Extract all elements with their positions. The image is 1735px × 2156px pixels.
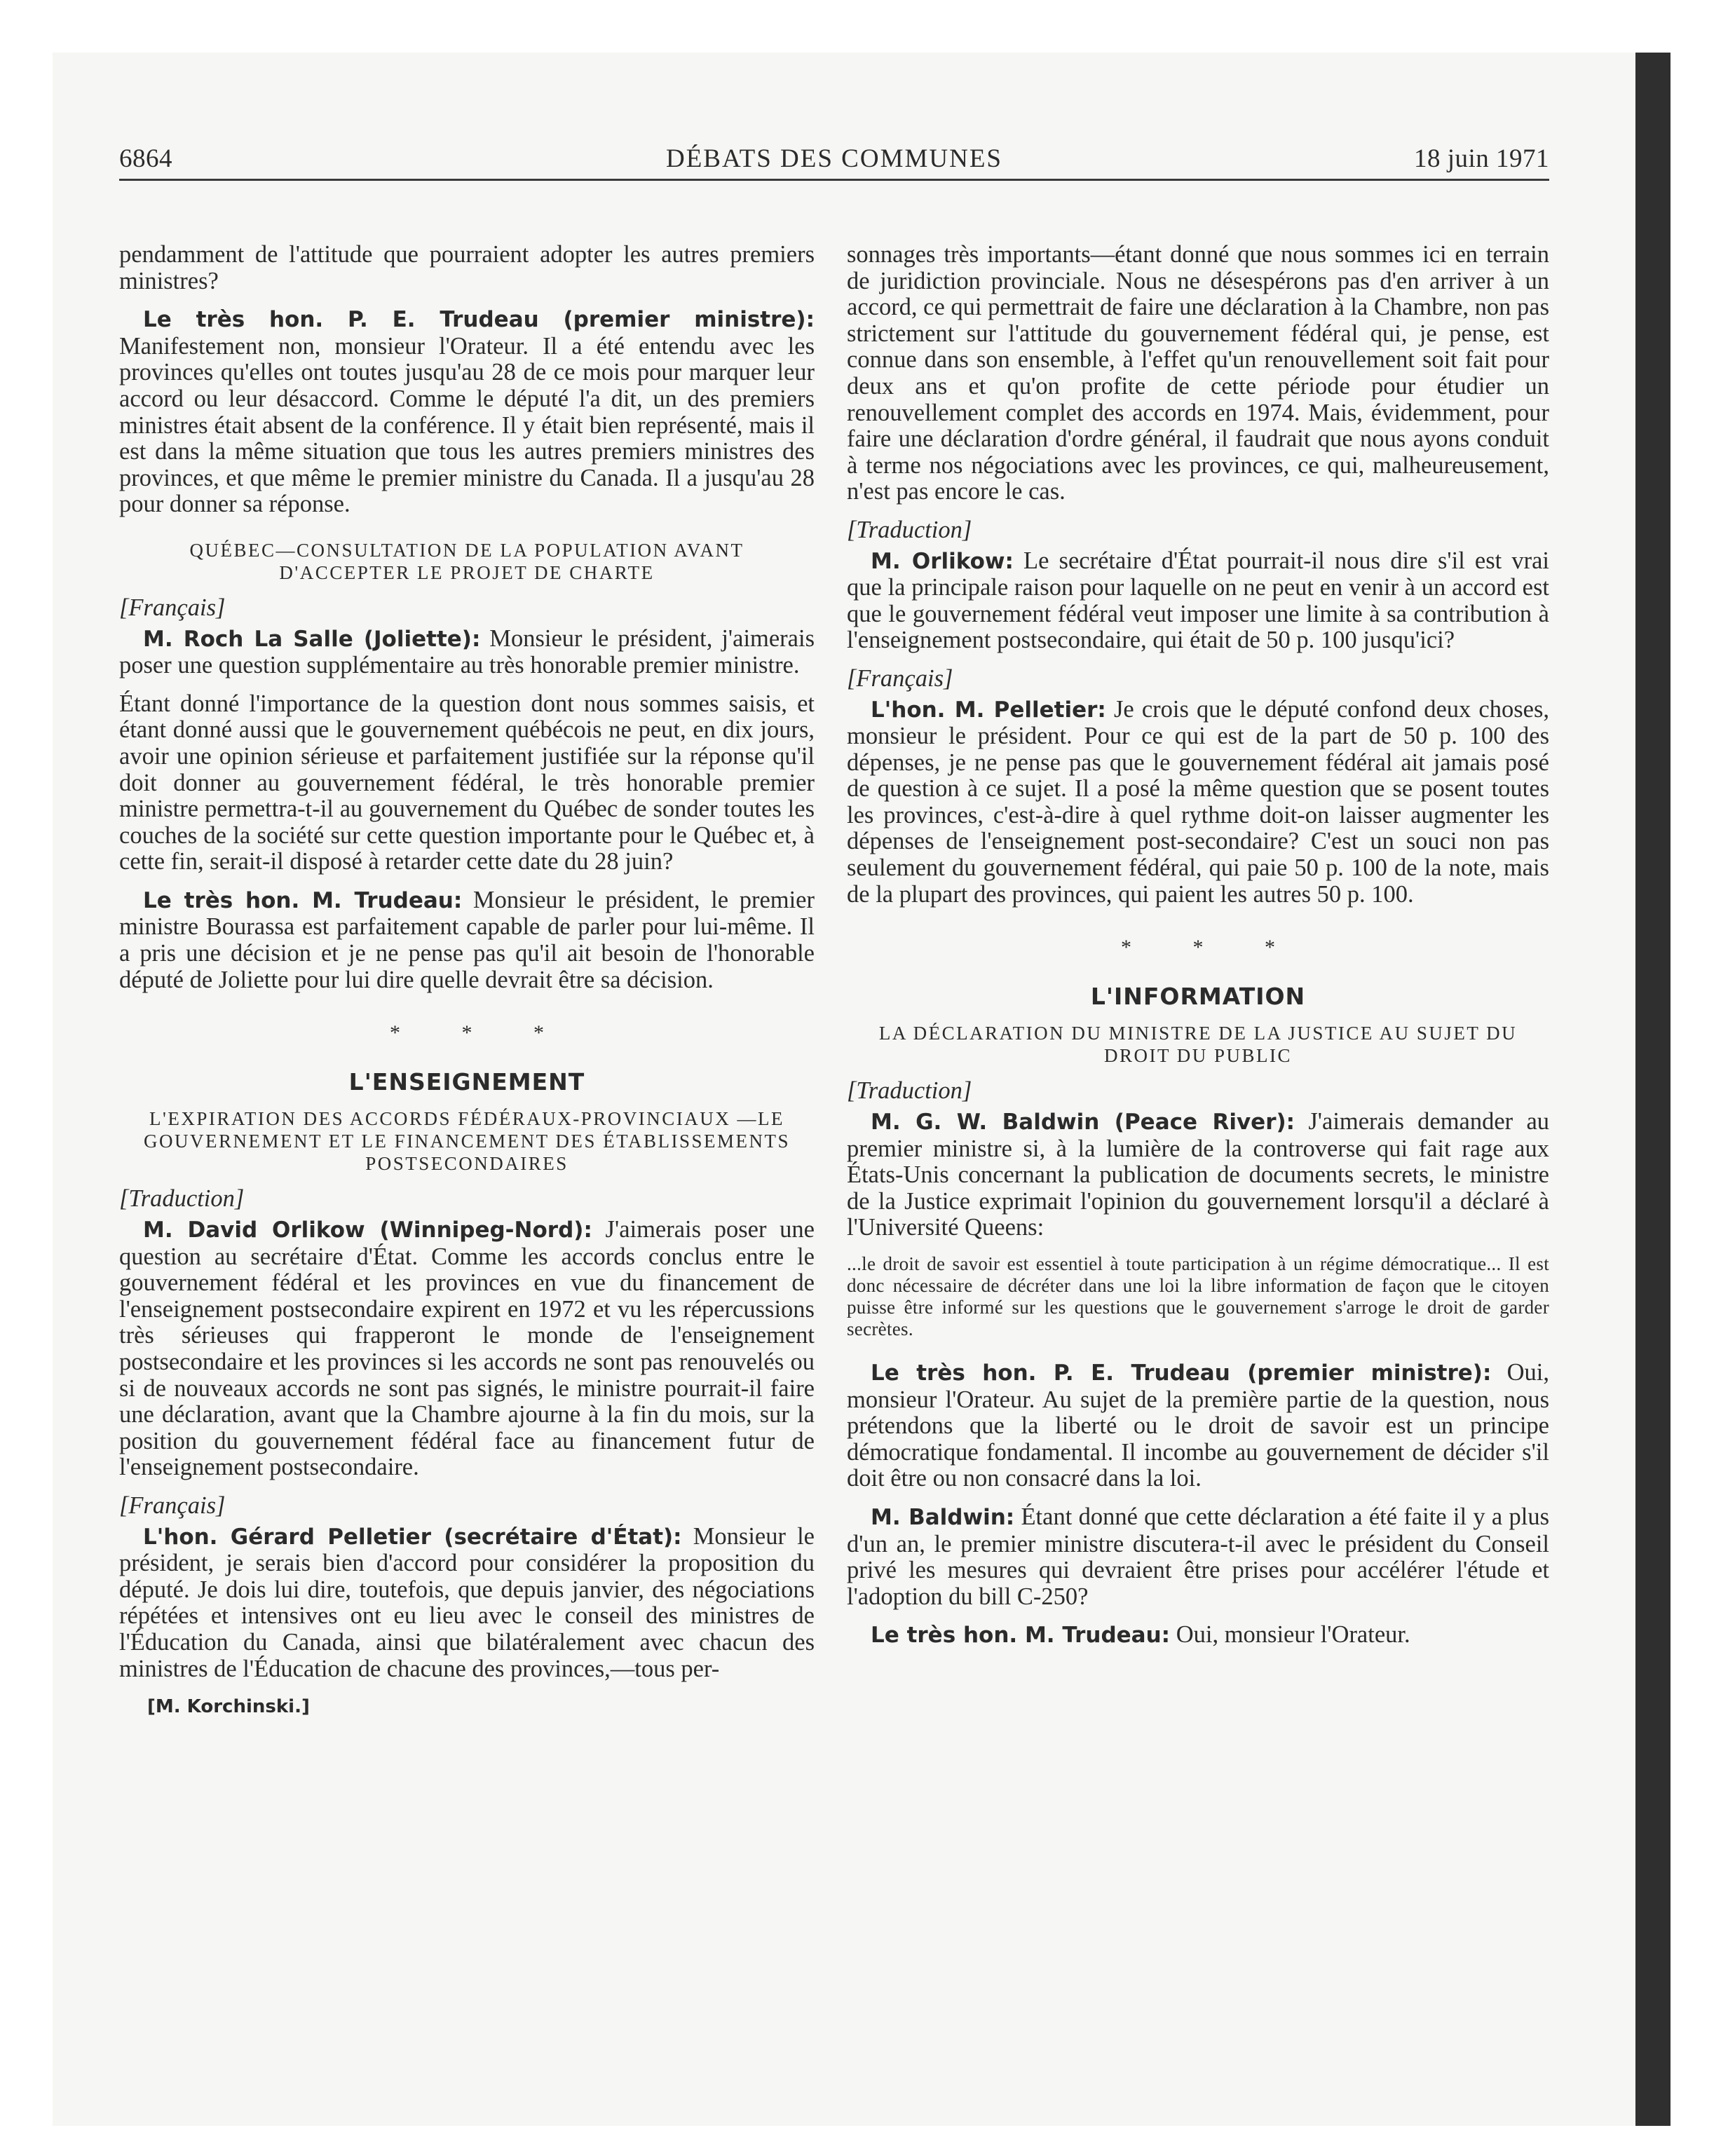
language-marker: [Traduction]	[847, 1077, 972, 1105]
paragraph	[119, 1524, 815, 1683]
language-marker: [Traduction]	[119, 1185, 245, 1213]
speech-text: Monsieur le président, le premier ministre Bourassa est parfaitement capable de parler pour lui-même. Il a pris une décision et je ne pense pas qu'il ait besoin de l'honorable député de Joliette pour lui dire quelle devrait être sa décision.	[119, 886, 815, 993]
paragraph: pendamment de l'attitude que pourraient adopter les autres premiers ministres?	[119, 241, 815, 294]
speech-text: Étant donné que cette déclaration a été faite il y a plus d'un an, le premier ministre discutera-t-il avec le président du Conseil privé les mesures qui devraient être prises pour accélérer l'étude et l'adoption du bill C-250?	[847, 1503, 1550, 1610]
footer-speaker-note: [M. Korchinski.]	[147, 1696, 310, 1718]
speaker-name: Le très hon. M. Trudeau:	[871, 1623, 1171, 1649]
paragraph	[847, 697, 1549, 908]
section-title: L'INFORMATION	[1090, 982, 1306, 1010]
block-quote: ...le droit de savoir est essentiel à toute participation à un régime démocratique... Il est donc nécessaire de décréter dans une loi la libre information de façon que le citoyen puisse être informé sur les questions que le gouvernement s'arroge le droit de garder secrètes.	[847, 1253, 1549, 1339]
speech-text: Monsieur le président, j'aimerais poser une question supplémentaire au très honorable premier ministre.	[119, 625, 815, 679]
speaker-name: L'hon. Gérard Pelletier (secrétaire d'État):	[143, 1524, 682, 1550]
speech-text: J'aimerais demander au premier ministre si, à la lumière de la controverse qui fait rage aux États-Unis concernant la publication de documents secrets, le ministre de la Justice exprimait l'opinion du gouvernement lorsqu'il a déclaré à l'Université Queens:	[847, 1108, 1550, 1241]
language-marker: [Français]	[847, 664, 953, 692]
paragraph	[847, 1360, 1549, 1492]
publication-date: 18 juin 1971	[1413, 144, 1549, 173]
speech-text: Je crois que le député confond deux choses, monsieur le président. Pour ce qui est de la part de 50 p. 100 des dépenses, je ne pense pas que le gouvernement fédéral ait jamais posé de question à ce sujet. Il a posé la même question que se posent toutes les provinces, c'est-à-dire à quel rythme doit-on laisser augmenter les dépenses de l'enseignement post-secondaire? C'est un souci non pas seulement du gouvernement fédéral, qui paie 50 p. 100 de la note, mais de la plupart des provinces, qui paient les autres 50 p. 100.	[847, 695, 1549, 908]
speaker-name: Le très hon. P. E. Trudeau (premier ministre):	[143, 307, 815, 333]
speaker-name: M. Orlikow:	[871, 548, 1014, 574]
paragraph	[847, 1109, 1549, 1241]
paragraph	[119, 306, 815, 518]
section-heading: L'EXPIRATION DES ACCORDS FÉDÉRAUX-PROVINCIAUX —LE GOUVERNEMENT ET LE FINANCEMENT DES ÉTABLISSEMENTS POSTSECONDAIRES	[143, 1108, 791, 1175]
right-column	[847, 242, 1549, 1661]
section-separator: * * *	[390, 1021, 572, 1045]
speaker-name: Le très hon. P. E. Trudeau (premier ministre):	[871, 1360, 1492, 1386]
section-heading: QUÉBEC—CONSULTATION DE LA POPULATION AVANT D'ACCEPTER LE PROJET DE CHARTE	[189, 539, 744, 583]
paragraph	[119, 1217, 815, 1481]
paragraph: Étant donné l'importance de la question dont nous sommes saisis, et étant donné aussi que le gouvernement québécois ne peut, en dix jours, avoir une opinion sérieuse et parfaitement justifiée sur la réponse qu'il doit donner au gouvernement fédéral, le très honorable premier ministre permettra-t-il au gouvernement du Québec de sonder toutes les couches de la société sur cette question importante pour le Québec et, à cette fin, serait-il disposé à retarder cette date du 28 juin?	[119, 690, 815, 875]
speaker-name: M. Roch La Salle (Joliette):	[143, 626, 481, 652]
language-marker: [Traduction]	[847, 516, 972, 543]
paragraph	[847, 1622, 1549, 1649]
paragraph	[119, 887, 815, 993]
scan-edge-bar	[1635, 53, 1671, 2126]
section-separator: * * *	[1121, 936, 1303, 960]
paragraph	[847, 1504, 1549, 1610]
speech-text: Le secrétaire d'État pourrait-il nous dire s'il est vrai que la principale raison pour laquelle on ne peut en venir à un accord est que le gouvernement fédéral veut imposer une limite à sa contribution à l'enseignement postsecondaire, qui était de 50 p. 100 jusqu'ici?	[847, 547, 1549, 654]
speaker-name: M. G. W. Baldwin (Peace River):	[871, 1110, 1295, 1135]
section-title: L'ENSEIGNEMENT	[348, 1067, 585, 1096]
speech-text: Oui, monsieur l'Orateur. Au sujet de la première partie de la question, nous prétendons que la liberté ou le droit de savoir est un principe démocratique fondamental. Il incombe au gouvernement de décider s'il doit être ou non consacré dans la loi.	[847, 1359, 1549, 1492]
speaker-name: Le très hon. M. Trudeau:	[143, 887, 463, 913]
page-number: 6864	[119, 144, 172, 173]
speech-text: Manifestement non, monsieur l'Orateur. Il a été entendu avec les provinces qu'elles ont toutes jusqu'au 28 de ce mois pour marquer leur accord ou leur désaccord. Comme le député l'a dit, un des premiers ministres était absent de la conférence. Il y était bien représenté, mais il est dans la même situation que tous les autres premiers ministres des provinces, et que même le premier ministre du Canada. Il a jusqu'au 28 pour donner sa réponse.	[119, 332, 815, 518]
page-header	[119, 144, 1549, 181]
paragraph: sonnages très importants—étant donné que nous sommes ici en terrain de juridiction provinciale. Nous ne désespérons pas d'en arriver à un accord, ce qui permettrait de faire une déclaration à la Chambre, non pas strictement sur l'attitude du gouvernement fédéral qui, je pense, est connue dans son ensemble, à l'effet qu'un renouvellement soit fait pour deux ans et qu'on profite de cette période pour étudier un renouvellement complet des accords en 1974. Mais, évidemment, pour faire une déclaration d'ordre général, il faudrait que nous ayons conduit à terme nos négociations avec les provinces, ce qui, malheureusement, n'est pas encore le cas.	[847, 241, 1549, 505]
speech-text: Monsieur le président, je serais bien d'accord pour considérer la proposition du député. Je dois lui dire, toutefois, que depuis janvier, des négociations répétées et intensives ont eu lieu avec le conseil des ministres de l'Éducation du Canada, ainsi que bilatéralement avec chacun des ministres de l'Éducation de chacune des provinces,—tous per-	[119, 1522, 815, 1682]
speaker-name: M. David Orlikow (Winnipeg-Nord):	[143, 1217, 592, 1243]
publication-title: DÉBATS DES COMMUNES	[665, 144, 1002, 173]
speech-text: J'aimerais poser une question au secrétaire d'État. Comme les accords conclus entre le gouvernement fédéral et les provinces en vue du financement de l'enseignement postsecondaire expirent en 1972 et vu les répercussions très sérieuses qui frapperont le monde de l'enseignement postsecondaire et les provinces si les accords ne sont pas renouvelés ou si de nouveaux accords ne sont pas signés, le ministre pourrait-il faire une déclaration, avant que la Chambre ajourne à la fin du mois, sur la position du gouvernement fédéral face au financement futur de l'enseignement postsecondaire.	[119, 1216, 815, 1481]
language-marker: [Français]	[119, 1492, 226, 1519]
language-marker: [Français]	[119, 594, 226, 621]
speaker-name: L'hon. M. Pelletier:	[871, 697, 1106, 723]
left-column	[119, 242, 815, 1721]
paragraph	[119, 626, 815, 679]
speaker-name: M. Baldwin:	[871, 1504, 1015, 1530]
paragraph	[847, 548, 1549, 654]
section-heading: LA DÉCLARATION DU MINISTRE DE LA JUSTICE AU SUJET DU DROIT DU PUBLIC	[878, 1023, 1518, 1067]
speech-text: Oui, monsieur l'Orateur.	[1170, 1621, 1410, 1649]
